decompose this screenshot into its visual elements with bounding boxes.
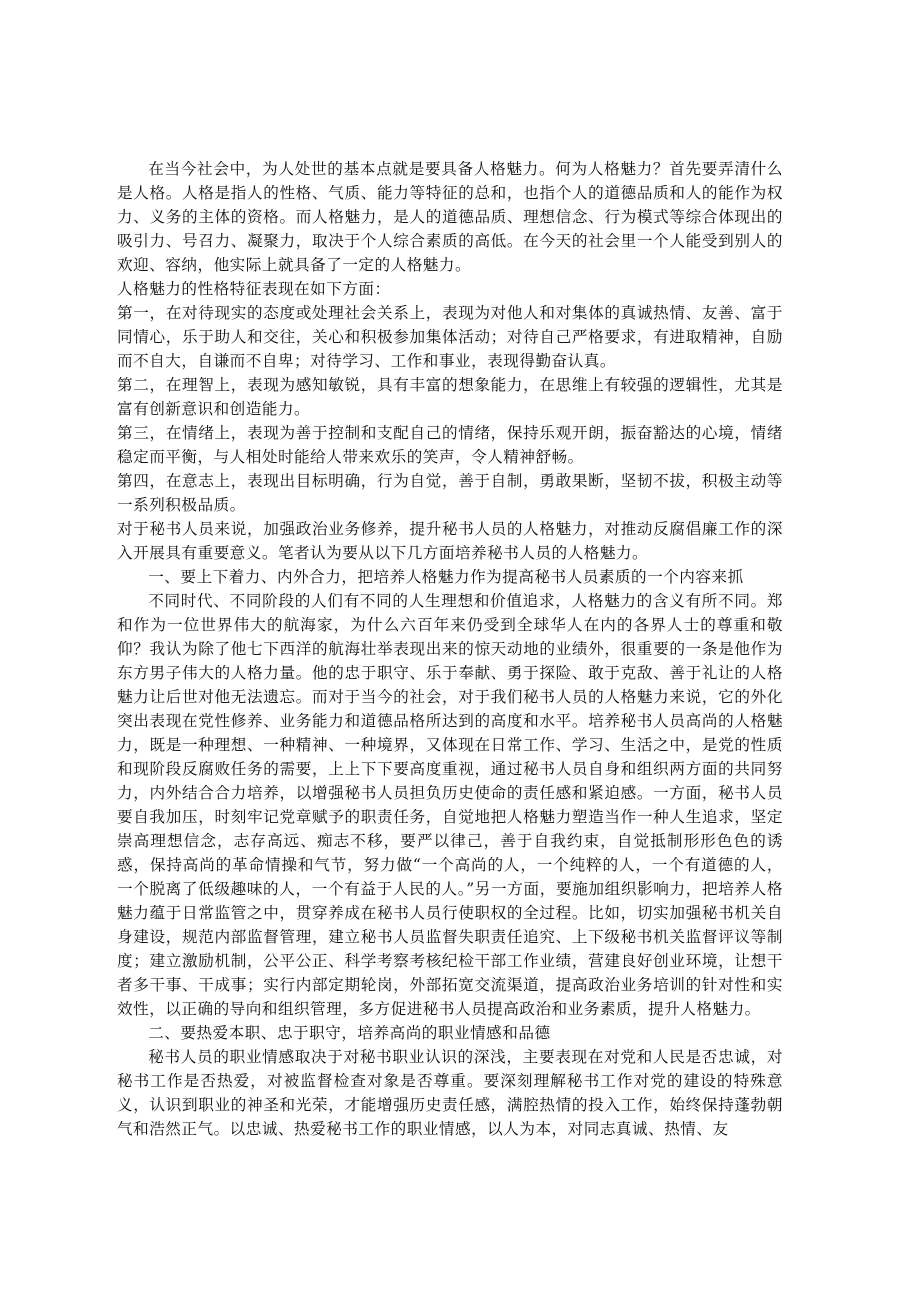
section-heading-2: 二、要热爱本职、忠于职守，培养高尚的职业情感和品德	[148, 1024, 551, 1042]
paragraph-trait-1: 第一，在对待现实的态度或处理社会关系上，表现为对他人和对集体的真诚热情、友善、富于同情心，乐于助人和交往，关心和积极参加集体活动；对待自己严格要求，有进取精神，自励而不自大，自谦而不自卑；对待学习、工作和事业，表现得勤奋认真。	[117, 304, 783, 370]
paragraph-section-1-body: 不同时代、不同阶段的人们有不同的人生理想和价值追求，人格魅力的含义有所不同。郑和作为一位世界伟大的航海家，为什么六百年来仍受到全球华人在内的各界人士的尊重和敬仰？我认为除了他七下西洋的航海壮举表现出来的惊天动地的业绩外，很重要的一条是他作为东方男子伟大的人格力量。他的忠于职守、乐于奉献、勇于探险、敢于克敌、善于礼让的人格魅力让后世对他无法遗忘。而对于当今的社会，对于我们秘书人员的人格魅力来说，它的外化突出表现在党性修养、业务能力和道德品格所达到的高度和水平。培养秘书人员高尚的人格魅力，既是一种理想、一种精神、一种境界，又体现在日常工作、学习、生活之中，是党的性质和现阶段反腐败任务的需要，上上下下要高度重视，通过秘书人员自身和组织两方面的共同努力，内外结合合力培养，以增强秘书人员担负历史使命的责任感和紧迫感。一方面，秘书人员要自我加压，时刻牢记党章赋予的职责任务，自觉地把人格魅力塑造当作一种人生追求，坚定崇高理想信念，志存高远、痴志不移，要严以律己，善于自我约束，自觉抵制形形色色的诱惑，保持高尚的革命情操和气节，努力做“一个高尚的人，一个纯粹的人，一个有道德的人，一个脱离了低级趣味的人，一个有益于人民的人。”另一方面，要施加组织影响力，把培养人格魅力蕴于日常监管之中，贯穿养成在秘书人员行使职权的全过程。比如，切实加强秘书机关自身建设，规范内部监督管理，建立秘书人员监督失职责任追究、上下级秘书机关监督评议等制度；建立激励机制，公平公正、科学考察考核纪检干部工作业绩，营建良好创业环境，让想干者多干事、干成事；实行内部定期轮岗，外部拓宽交流渠道，提高政治业务培训的针对性和实效性，以正确的导向和组织管理，多方促进秘书人员提高政治和业务素质，提升人格魅力。	[117, 592, 783, 1018]
paragraph-intro: 在当今社会中，为人处世的基本点就是要具备人格魅力。何为人格魅力？首先要弄清什么是人格。人格是指人的性格、气质、能力等特征的总和，也指个人的道德品质和人的能作为权力、义务的主体的资格。而人格魅力，是人的道德品质、理想信念、行为模式等综合体现出的吸引力、号召力、凝聚力，取决于个人综合素质的高低。在今天的社会里一个人能受到别人的欢迎、容纳，他实际上就具备了一定的人格魅力。	[117, 160, 783, 274]
paragraph-secretary-intro: 对于秘书人员来说，加强政治业务修养，提升秘书人员的人格魅力，对推动反腐倡廉工作的深入开展具有重要意义。笔者认为要从以下几方面培养秘书人员的人格魅力。	[117, 520, 783, 562]
section-heading-1: 一、要上下着力、内外合力，把培养人格魅力作为提高秘书人员素质的一个内容来抓	[148, 568, 744, 586]
paragraph-section-2-body: 秘书人员的职业情感取决于对秘书职业认识的深浅，主要表现在对党和人民是否忠诚，对秘书工作是否热爱，对被监督检查对象是否尊重。要深刻理解秘书工作对党的建设的特殊意义，认识到职业的神圣和光荣，才能增强历史责任感，满腔热情的投入工作，始终保持蓬勃朝气和浩然正气。以忠诚、热爱秘书工作的职业情感，以人为本，对同志真诚、热情、友	[117, 1048, 783, 1138]
paragraph-trait-2: 第二，在理智上，表现为感知敏锐，具有丰富的想象能力，在思维上有较强的逻辑性，尤其是富有创新意识和创造能力。	[117, 376, 783, 418]
document-page	[117, 157, 783, 1141]
paragraph-trait-4: 第四，在意志上，表现出目标明确，行为自觉，善于自制，勇敢果断，坚韧不拔，积极主动等一系列积极品质。	[117, 472, 783, 514]
paragraph-trait-3: 第三，在情绪上，表现为善于控制和支配自己的情绪，保持乐观开朗，振奋豁达的心境，情绪稳定而平衡，与人相处时能给人带来欢乐的笑声，令人精神舒畅。	[117, 424, 783, 466]
paragraph-traits-heading: 人格魅力的性格特征表现在如下方面：	[117, 280, 391, 298]
